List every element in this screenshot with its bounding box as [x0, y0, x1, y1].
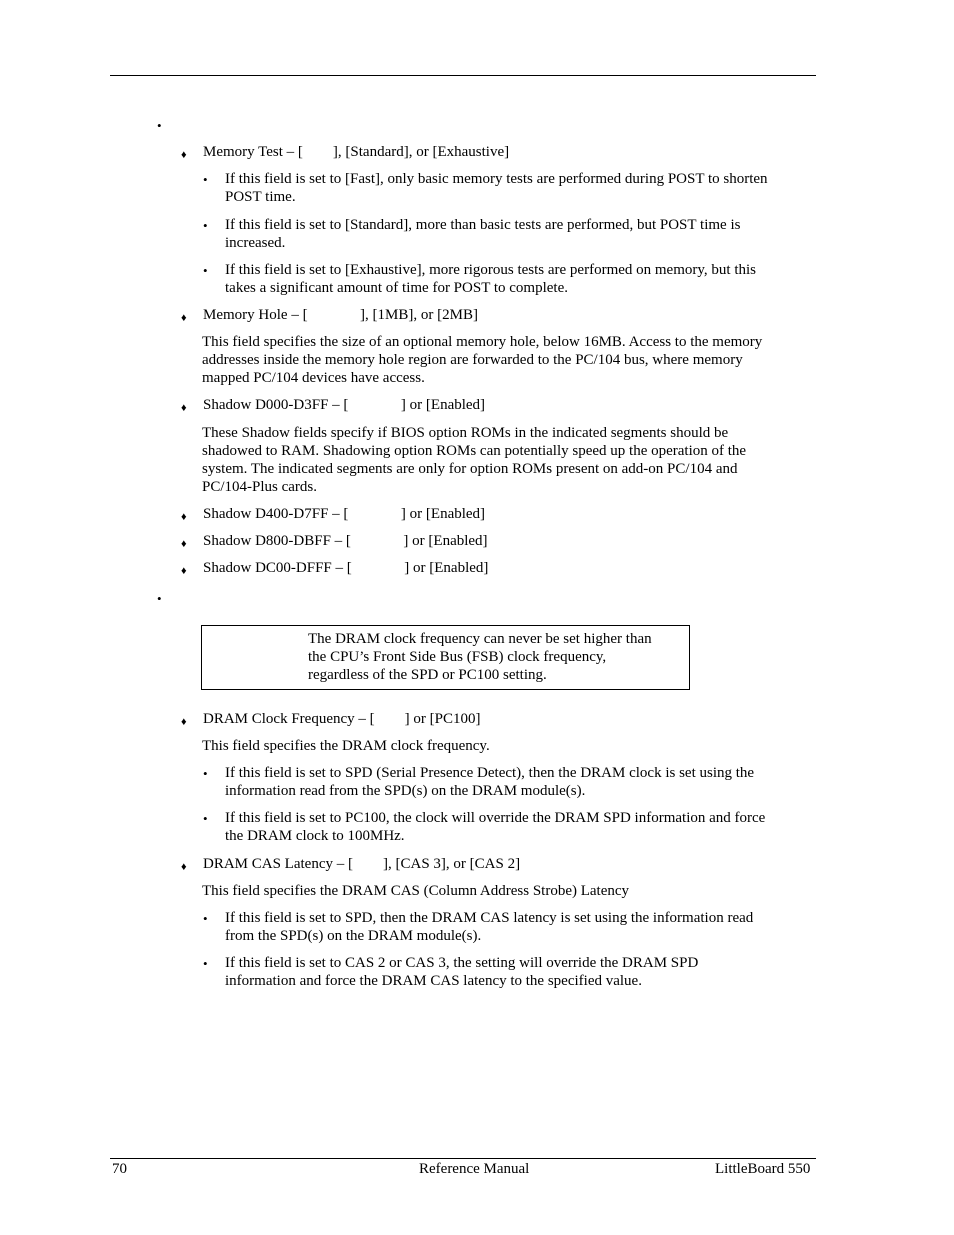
dram-clock-spd-line1: If this field is set to SPD (Serial Presence Detect), then the DRAM clock is set using the [225, 765, 755, 781]
memory-test-exhaustive-line1: If this field is set to [Exhaustive], more rigorous tests are performed on memory, but this [225, 262, 756, 278]
memory-test-label: Memory Test – [ ], [Standard], or [Exhaustive] [203, 144, 510, 160]
bullet-icon: • [203, 218, 208, 233]
shadow-d400-label: Shadow D400-D7FF – [ ] or [Enabled] [203, 506, 486, 522]
memory-test-standard-line2: increased. [225, 235, 286, 251]
diamond-icon: ♦ [181, 538, 187, 550]
note-line1: The DRAM clock frequency can never be set higher than [308, 631, 652, 647]
bullet-icon: • [203, 263, 208, 278]
dram-cas-override-line1: If this field is set to CAS 2 or CAS 3, the setting will override the DRAM SPD [225, 955, 699, 971]
memory-test-fast-line1: If this field is set to [Fast], only basic memory tests are performed during POST to shorten [225, 171, 768, 187]
page-number: 70 [112, 1161, 127, 1177]
footer-right: LittleBoard 550 [715, 1161, 811, 1177]
bullet-icon: • [203, 911, 208, 926]
diamond-icon: ♦ [181, 312, 187, 324]
footer-center: Reference Manual [419, 1161, 530, 1177]
dram-cas-spd-line1: If this field is set to SPD, then the DRAM CAS latency is set using the information read [225, 910, 754, 926]
bullet-icon: • [203, 172, 208, 187]
diamond-icon: ♦ [181, 565, 187, 577]
diamond-icon: ♦ [181, 861, 187, 873]
dram-clock-pc100-line2: the DRAM clock to 100MHz. [225, 828, 405, 844]
memory-hole-desc-line1: This field specifies the size of an optional memory hole, below 16MB. Access to the memory [202, 334, 763, 350]
shadow-desc-line4: PC/104-Plus cards. [202, 479, 318, 495]
header-rule [110, 75, 816, 76]
memory-test-exhaustive-line2: takes a significant amount of time for POST to complete. [225, 280, 568, 296]
shadow-d000-label: Shadow D000-D3FF – [ ] or [Enabled] [203, 397, 486, 413]
shadow-dc00-label: Shadow DC00-DFFF – [ ] or [Enabled] [203, 560, 489, 576]
note-line3: regardless of the SPD or PC100 setting. [308, 667, 547, 683]
footer-rule [110, 1158, 816, 1159]
shadow-desc-line3: system. The indicated segments are only for option ROMs present on add-on PC/104 and [202, 461, 738, 477]
shadow-d800-label: Shadow D800-DBFF – [ ] or [Enabled] [203, 533, 488, 549]
bullet-icon: • [203, 811, 208, 826]
memory-test-fast-line2: POST time. [225, 189, 296, 205]
dram-cas-desc: This field specifies the DRAM CAS (Column Address Strobe) Latency [202, 883, 630, 899]
dram-clock-desc: This field specifies the DRAM clock frequency. [202, 738, 490, 754]
note-line2: the CPU’s Front Side Bus (FSB) clock frequency, [308, 649, 607, 665]
dram-cas-spd-line2: from the SPD(s) on the DRAM module(s). [225, 928, 482, 944]
note-box [201, 625, 690, 690]
dram-clock-spd-line2: information read from the SPD(s) on the DRAM module(s). [225, 783, 586, 799]
dram-clock-label: DRAM Clock Frequency – [ ] or [PC100] [203, 711, 481, 727]
section-bullet: • [157, 591, 162, 606]
shadow-desc-line1: These Shadow fields specify if BIOS option ROMs in the indicated segments should be [202, 425, 729, 441]
section-bullet: • [157, 118, 162, 133]
bullet-icon: • [203, 766, 208, 781]
memory-test-standard-line1: If this field is set to [Standard], more than basic tests are performed, but POST time is [225, 217, 741, 233]
dram-clock-pc100-line1: If this field is set to PC100, the clock will override the DRAM SPD information and force [225, 810, 766, 826]
diamond-icon: ♦ [181, 149, 187, 161]
memory-hole-label: Memory Hole – [ ], [1MB], or [2MB] [203, 307, 478, 323]
bullet-icon: • [203, 956, 208, 971]
diamond-icon: ♦ [181, 511, 187, 523]
memory-hole-desc-line2: addresses inside the memory hole region are forwarded to the PC/104 bus, where memory [202, 352, 743, 368]
dram-cas-label: DRAM CAS Latency – [ ], [CAS 3], or [CAS 2] [203, 856, 521, 872]
dram-cas-override-line2: information and force the DRAM CAS latency to the specified value. [225, 973, 642, 989]
shadow-desc-line2: shadowed to RAM. Shadowing option ROMs can potentially speed up the operation of the [202, 443, 747, 459]
memory-hole-desc-line3: mapped PC/104 devices have access. [202, 370, 425, 386]
diamond-icon: ♦ [181, 402, 187, 414]
diamond-icon: ♦ [181, 716, 187, 728]
